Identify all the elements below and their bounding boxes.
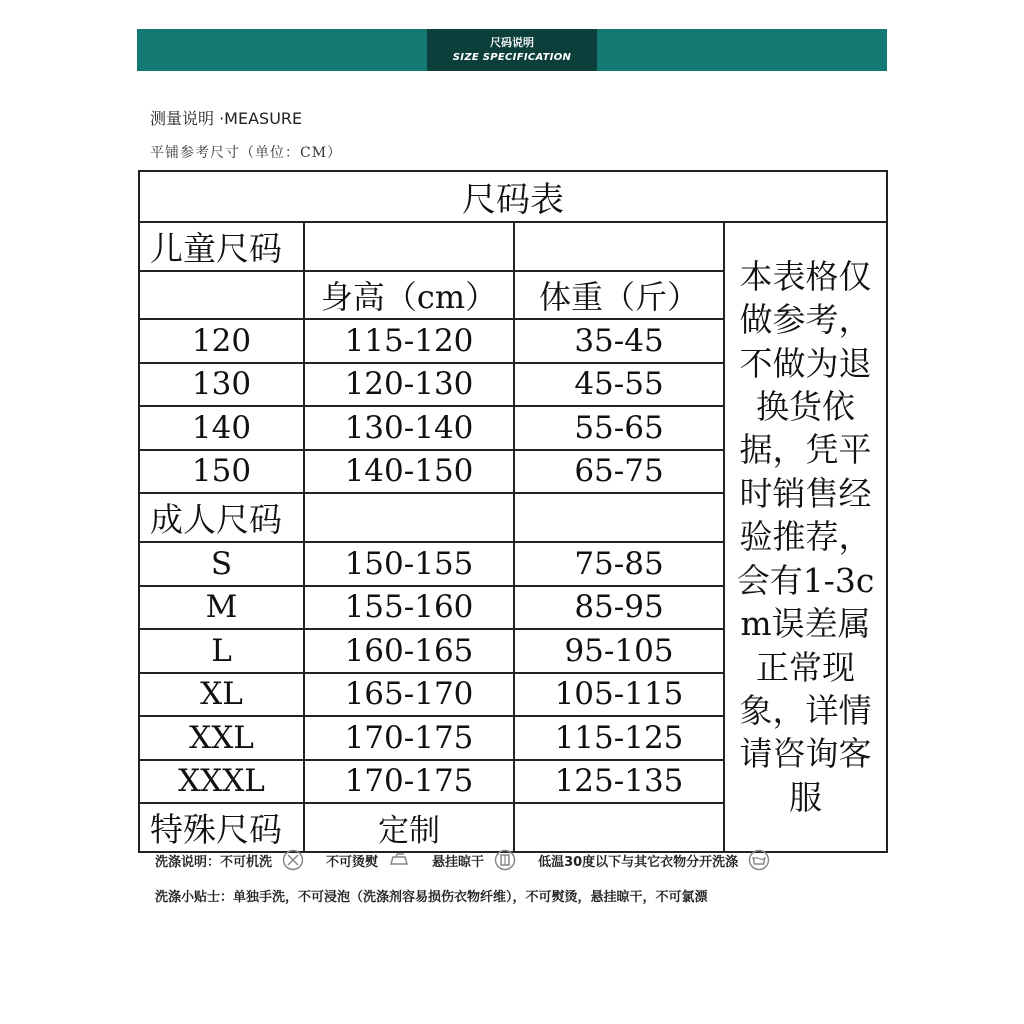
care-item-text: 不可烫熨 [326,854,379,870]
care-item-text: 不可机洗 [220,854,273,870]
height-cell: 155-160 [304,586,514,630]
empty-cell [304,222,514,271]
weight-cell: 95-105 [514,629,724,673]
size-cell: S [139,542,304,586]
banner-title-en: SIZE SPECIFICATION [452,52,572,63]
hang-dry-icon [494,849,516,871]
empty-cell [304,493,514,542]
height-cell: 170-175 [304,716,514,760]
empty-cell [514,803,724,852]
washing-tips: 洗涤小贴士：单独手洗，不可浸泡（洗涤剂容易损伤衣物纤维），不可熨烫，悬挂晾干，不可氯漂 [155,890,708,905]
care-item [432,849,538,871]
height-cell: 160-165 [304,629,514,673]
height-cell: 140-150 [304,450,514,494]
height-cell: 130-140 [304,406,514,450]
measure-label: 测量说明 ·MEASURE [150,109,303,128]
size-cell: M [139,586,304,630]
table-title: 尺码表 [139,171,887,222]
height-cell: 150-155 [304,542,514,586]
measure-subtitle: 平铺参考尺寸（单位：CM） [150,145,343,161]
weight-cell: 45-55 [514,363,724,407]
header-banner [137,29,887,71]
low-temp-wash-icon [748,849,770,871]
empty-cell [514,493,724,542]
care-item-text: 悬挂晾干 [432,854,485,870]
col-header-height: 身高（cm） [304,271,514,319]
height-cell: 165-170 [304,673,514,717]
size-cell: XL [139,673,304,717]
col-header-weight: 体重（斤） [514,271,724,319]
weight-cell: 75-85 [514,542,724,586]
care-item [220,849,326,871]
size-cell: 150 [139,450,304,494]
height-cell: 115-120 [304,319,514,363]
weight-cell: 35-45 [514,319,724,363]
banner-title-block [427,29,597,71]
care-item-text: 低温30度以下与其它衣物分开洗涤 [538,854,739,870]
size-cell: XXXL [139,760,304,804]
weight-cell: 55-65 [514,406,724,450]
care-label: 洗涤说明： [155,854,221,870]
special-size-label: 特殊尺码 [139,803,304,852]
size-cell: 140 [139,406,304,450]
adult-size-label: 成人尺码 [139,493,304,542]
weight-cell: 105-115 [514,673,724,717]
size-cell: L [139,629,304,673]
size-table [138,170,888,853]
empty-cell [139,271,304,319]
size-cell: 130 [139,363,304,407]
care-instructions [155,848,792,872]
weight-cell: 115-125 [514,716,724,760]
empty-cell [514,222,724,271]
size-cell: 120 [139,319,304,363]
banner-title-cn: 尺码说明 [490,36,534,49]
height-cell: 120-130 [304,363,514,407]
no-iron-icon [388,849,410,871]
size-note: 本表格仅做参考，不做为退换货依据，凭平时销售经验推荐，会有1-3cm误差属正常现象，详情请咨询客服 [724,222,887,852]
special-size-value: 定制 [304,803,514,852]
care-item [538,849,792,871]
weight-cell: 85-95 [514,586,724,630]
weight-cell: 125-135 [514,760,724,804]
kids-size-label: 儿童尺码 [139,222,304,271]
height-cell: 170-175 [304,760,514,804]
care-item [326,849,432,871]
weight-cell: 65-75 [514,450,724,494]
size-cell: XXL [139,716,304,760]
no-machine-wash-icon [282,849,304,871]
